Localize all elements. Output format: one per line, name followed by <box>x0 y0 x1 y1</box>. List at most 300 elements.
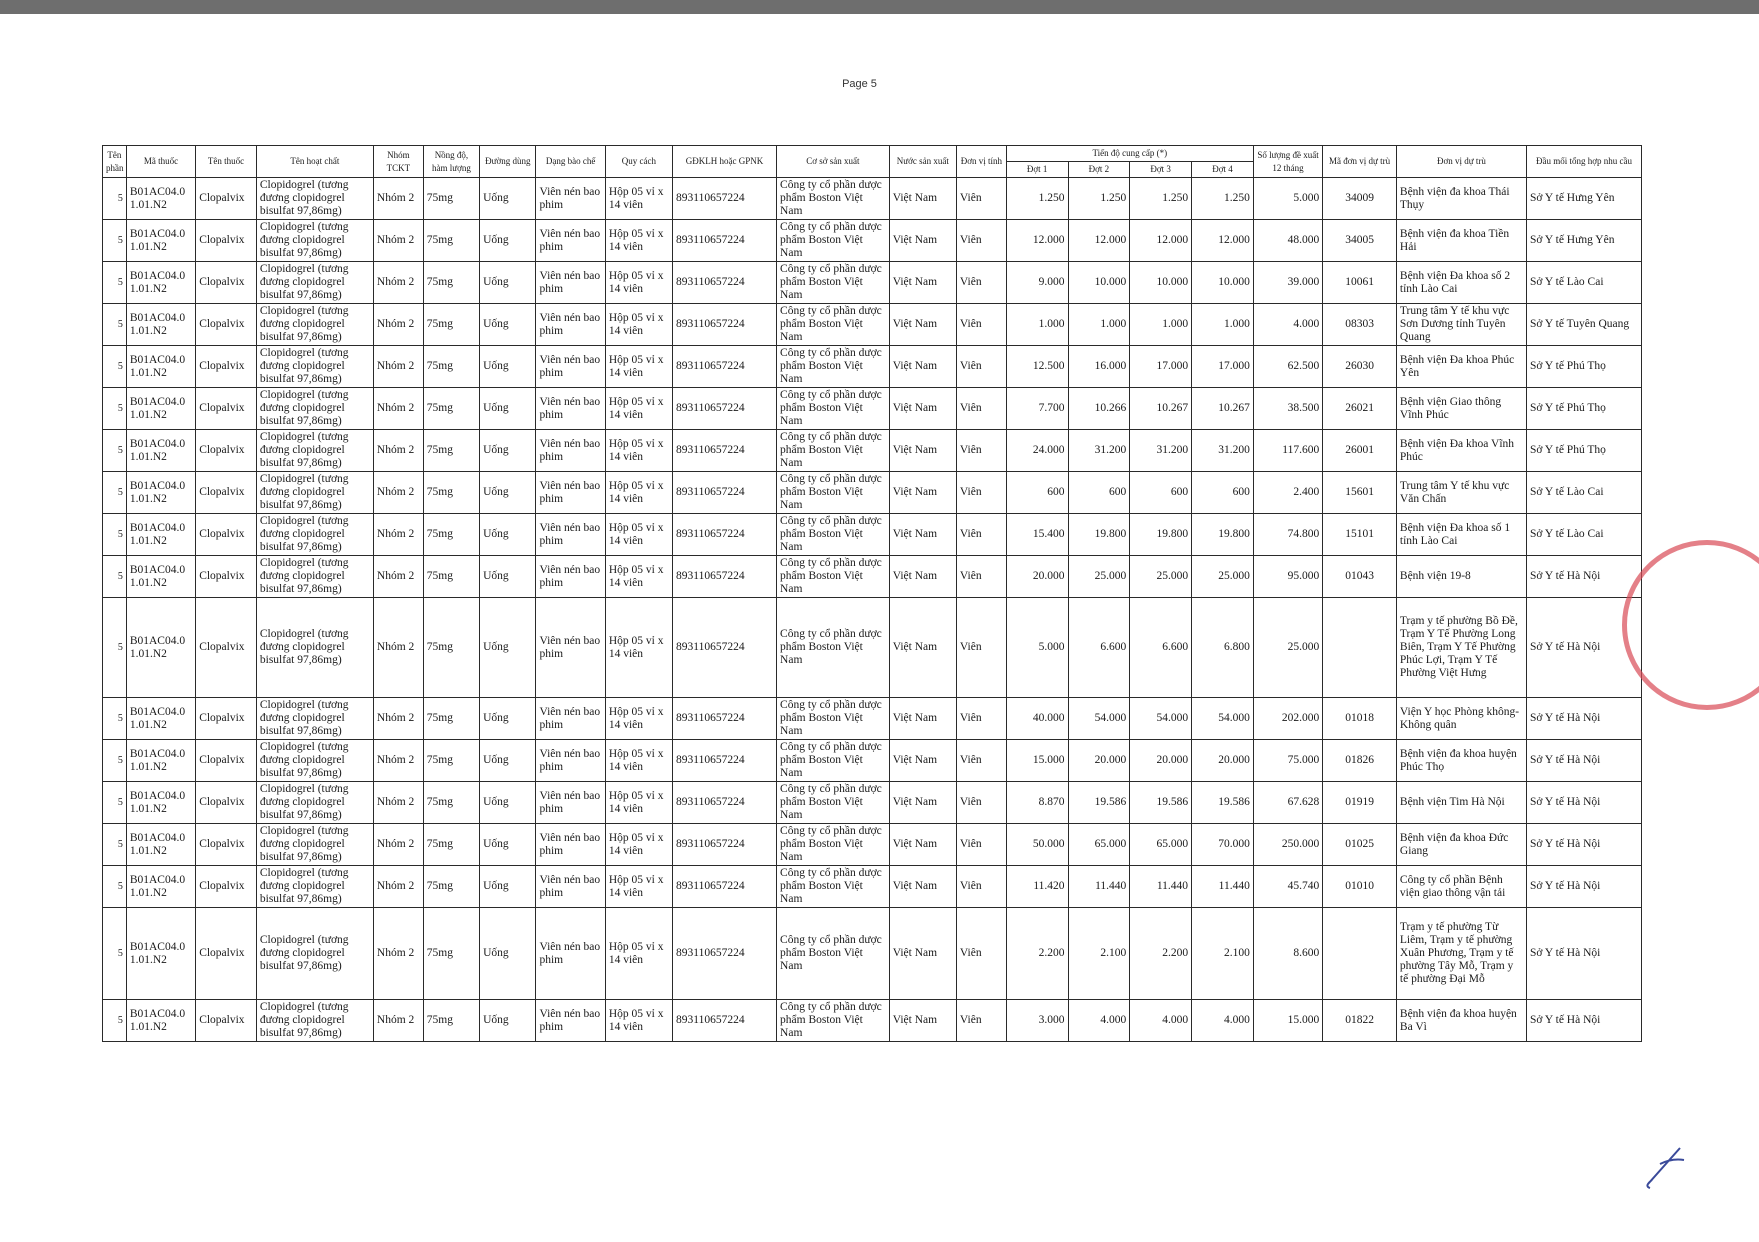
table-cell-group: Nhóm 2 <box>373 782 423 824</box>
table-cell-d4: 600 <box>1192 472 1254 514</box>
table-cell-d3: 17.000 <box>1130 346 1192 388</box>
table-cell-unit: Viên <box>956 782 1006 824</box>
table-cell-pack: Hộp 05 vỉ x 14 viên <box>605 740 672 782</box>
table-cell-reg: 893110657224 <box>673 388 777 430</box>
table-cell-unit: Viên <box>956 556 1006 598</box>
table-row <box>103 346 1642 388</box>
table-cell-form: Viên nén bao phim <box>536 598 605 698</box>
table-cell-reg: 893110657224 <box>673 514 777 556</box>
table-cell-code: B01AC04.0 1.01.N2 <box>126 556 195 598</box>
table-cell-group: Nhóm 2 <box>373 824 423 866</box>
table-cell-form: Viên nén bao phim <box>536 782 605 824</box>
table-cell-buyer: Bệnh viện đa khoa huyện Phúc Thọ <box>1396 740 1526 782</box>
table-cell-d4: 19.586 <box>1192 782 1254 824</box>
table-cell-form: Viên nén bao phim <box>536 262 605 304</box>
table-cell-name: Clopalvix <box>196 304 257 346</box>
table-cell-buyer: Bệnh viện 19-8 <box>1396 556 1526 598</box>
table-cell-name: Clopalvix <box>196 740 257 782</box>
table-cell-d3: 6.600 <box>1130 598 1192 698</box>
table-cell-d2: 12.000 <box>1068 220 1130 262</box>
table-cell-country: Việt Nam <box>889 430 956 472</box>
table-cell-form: Viên nén bao phim <box>536 1000 605 1042</box>
header-cell: Đầu mối tổng hợp nhu cầu <box>1526 146 1641 178</box>
table-cell-d2: 4.000 <box>1068 1000 1130 1042</box>
table-cell-buyer: Công ty cổ phần Bệnh viện giao thông vận tải <box>1396 866 1526 908</box>
table-cell-group: Nhóm 2 <box>373 388 423 430</box>
table-cell-maker: Công ty cổ phần dược phẩm Boston Việt Nam <box>777 1000 890 1042</box>
table-cell-route: Uống <box>480 698 536 740</box>
table-cell-d4: 1.250 <box>1192 178 1254 220</box>
table-cell-d3: 12.000 <box>1130 220 1192 262</box>
table-cell-name: Clopalvix <box>196 346 257 388</box>
table-cell-idx: 5 <box>103 740 127 782</box>
table-row <box>103 514 1642 556</box>
table-cell-country: Việt Nam <box>889 304 956 346</box>
table-cell-route: Uống <box>480 178 536 220</box>
table-cell-route: Uống <box>480 388 536 430</box>
table-cell-active: Clopidogrel (tương đương clopidogrel bisulfat 97,86mg) <box>256 220 373 262</box>
header-cell: Quy cách <box>605 146 672 178</box>
table-cell-d3: 31.200 <box>1130 430 1192 472</box>
table-cell-unit-code: 01826 <box>1323 740 1397 782</box>
table-cell-d2: 19.586 <box>1068 782 1130 824</box>
table-cell-group: Nhóm 2 <box>373 346 423 388</box>
header-cell: Mã thuốc <box>126 146 195 178</box>
table-cell-d3: 1.000 <box>1130 304 1192 346</box>
table-cell-name: Clopalvix <box>196 556 257 598</box>
table-cell-pack: Hộp 05 vỉ x 14 viên <box>605 178 672 220</box>
table-cell-country: Việt Nam <box>889 472 956 514</box>
table-cell-group: Nhóm 2 <box>373 430 423 472</box>
table-cell-route: Uống <box>480 740 536 782</box>
table-cell-group: Nhóm 2 <box>373 866 423 908</box>
table-cell-name: Clopalvix <box>196 908 257 1000</box>
table-row <box>103 866 1642 908</box>
table-row <box>103 824 1642 866</box>
table-cell-idx: 5 <box>103 388 127 430</box>
header-cell: Đợt 2 <box>1068 162 1130 178</box>
table-row <box>103 262 1642 304</box>
table-cell-d1: 8.870 <box>1006 782 1068 824</box>
table-cell-total: 15.000 <box>1253 1000 1322 1042</box>
table-cell-d1: 9.000 <box>1006 262 1068 304</box>
table-cell-total: 75.000 <box>1253 740 1322 782</box>
table-cell-buyer: Bệnh viện Đa khoa Vĩnh Phúc <box>1396 430 1526 472</box>
table-cell-maker: Công ty cổ phần dược phẩm Boston Việt Nam <box>777 304 890 346</box>
table-cell-name: Clopalvix <box>196 178 257 220</box>
table-cell-total: 8.600 <box>1253 908 1322 1000</box>
table-cell-route: Uống <box>480 1000 536 1042</box>
table-row <box>103 220 1642 262</box>
table-cell-group: Nhóm 2 <box>373 220 423 262</box>
table-cell-idx: 5 <box>103 178 127 220</box>
table-cell-pack: Hộp 05 vỉ x 14 viên <box>605 598 672 698</box>
table-cell-idx: 5 <box>103 472 127 514</box>
signature-initial <box>1638 1140 1698 1190</box>
table-cell-buyer: Bệnh viện đa khoa Tiền Hải <box>1396 220 1526 262</box>
table-cell-reg: 893110657224 <box>673 598 777 698</box>
table-cell-idx: 5 <box>103 1000 127 1042</box>
table-cell-route: Uống <box>480 220 536 262</box>
table-cell-form: Viên nén bao phim <box>536 220 605 262</box>
table-cell-hub: Sở Y tế Lào Cai <box>1526 514 1641 556</box>
table-cell-d4: 1.000 <box>1192 304 1254 346</box>
table-cell-name: Clopalvix <box>196 430 257 472</box>
table-cell-reg: 893110657224 <box>673 472 777 514</box>
table-cell-strength: 75mg <box>423 472 479 514</box>
table-cell-active: Clopidogrel (tương đương clopidogrel bisulfat 97,86mg) <box>256 430 373 472</box>
table-cell-d4: 10.267 <box>1192 388 1254 430</box>
table-cell-hub: Sở Y tế Hà Nội <box>1526 740 1641 782</box>
table-cell-route: Uống <box>480 304 536 346</box>
table-cell-total: 117.600 <box>1253 430 1322 472</box>
table-cell-d2: 1.250 <box>1068 178 1130 220</box>
header-cell: Cơ sở sản xuất <box>777 146 890 178</box>
table-cell-buyer: Bệnh viện Đa khoa số 1 tỉnh Lào Cai <box>1396 514 1526 556</box>
table-cell-country: Việt Nam <box>889 556 956 598</box>
table-row <box>103 908 1642 1000</box>
table-cell-strength: 75mg <box>423 866 479 908</box>
table-cell-pack: Hộp 05 vỉ x 14 viên <box>605 346 672 388</box>
table-cell-country: Việt Nam <box>889 388 956 430</box>
table-cell-strength: 75mg <box>423 908 479 1000</box>
table-cell-d2: 65.000 <box>1068 824 1130 866</box>
table-cell-maker: Công ty cổ phần dược phẩm Boston Việt Nam <box>777 514 890 556</box>
table-cell-name: Clopalvix <box>196 472 257 514</box>
table-cell-active: Clopidogrel (tương đương clopidogrel bisulfat 97,86mg) <box>256 908 373 1000</box>
table-cell-code: B01AC04.0 1.01.N2 <box>126 472 195 514</box>
table-cell-maker: Công ty cổ phần dược phẩm Boston Việt Nam <box>777 346 890 388</box>
table-cell-d1: 600 <box>1006 472 1068 514</box>
table-cell-d3: 2.200 <box>1130 908 1192 1000</box>
table-cell-pack: Hộp 05 vỉ x 14 viên <box>605 388 672 430</box>
table-cell-d1: 20.000 <box>1006 556 1068 598</box>
table-cell-name: Clopalvix <box>196 220 257 262</box>
table-cell-d1: 15.400 <box>1006 514 1068 556</box>
header-cell: Nồng độ, hàm lượng <box>423 146 479 178</box>
table-cell-d3: 54.000 <box>1130 698 1192 740</box>
scan-top-border <box>0 0 1759 14</box>
table-cell-name: Clopalvix <box>196 782 257 824</box>
table-cell-active: Clopidogrel (tương đương clopidogrel bisulfat 97,86mg) <box>256 782 373 824</box>
table-cell-total: 62.500 <box>1253 346 1322 388</box>
table-cell-unit: Viên <box>956 514 1006 556</box>
table-cell-unit: Viên <box>956 472 1006 514</box>
table-cell-strength: 75mg <box>423 598 479 698</box>
table-cell-form: Viên nén bao phim <box>536 556 605 598</box>
table-cell-d3: 10.267 <box>1130 388 1192 430</box>
table-cell-total: 5.000 <box>1253 178 1322 220</box>
table-row <box>103 178 1642 220</box>
header-cell: GĐKLH hoặc GPNK <box>673 146 777 178</box>
table-cell-maker: Công ty cổ phần dược phẩm Boston Việt Nam <box>777 556 890 598</box>
table-cell-d1: 50.000 <box>1006 824 1068 866</box>
table-cell-d3: 25.000 <box>1130 556 1192 598</box>
table-cell-unit-code: 08303 <box>1323 304 1397 346</box>
table-cell-buyer: Bệnh viện Đa khoa số 2 tỉnh Lào Cai <box>1396 262 1526 304</box>
table-cell-unit: Viên <box>956 388 1006 430</box>
table-cell-group: Nhóm 2 <box>373 178 423 220</box>
table-cell-name: Clopalvix <box>196 824 257 866</box>
table-cell-active: Clopidogrel (tương đương clopidogrel bisulfat 97,86mg) <box>256 304 373 346</box>
table-cell-reg: 893110657224 <box>673 556 777 598</box>
table-cell-d2: 11.440 <box>1068 866 1130 908</box>
table-cell-d3: 20.000 <box>1130 740 1192 782</box>
table-cell-maker: Công ty cổ phần dược phẩm Boston Việt Nam <box>777 866 890 908</box>
table-cell-code: B01AC04.0 1.01.N2 <box>126 782 195 824</box>
table-cell-d2: 600 <box>1068 472 1130 514</box>
red-seal-stamp <box>1622 540 1759 710</box>
table-cell-pack: Hộp 05 vỉ x 14 viên <box>605 908 672 1000</box>
table-cell-route: Uống <box>480 346 536 388</box>
table-cell-reg: 893110657224 <box>673 908 777 1000</box>
table-cell-d1: 40.000 <box>1006 698 1068 740</box>
table-row <box>103 782 1642 824</box>
table-cell-unit-code: 01822 <box>1323 1000 1397 1042</box>
table-cell-hub: Sở Y tế Phú Thọ <box>1526 388 1641 430</box>
table-cell-reg: 893110657224 <box>673 220 777 262</box>
table-cell-total: 39.000 <box>1253 262 1322 304</box>
table-cell-maker: Công ty cổ phần dược phẩm Boston Việt Nam <box>777 782 890 824</box>
table-cell-route: Uống <box>480 430 536 472</box>
table-cell-group: Nhóm 2 <box>373 698 423 740</box>
table-cell-buyer: Bệnh viện Đa khoa Phúc Yên <box>1396 346 1526 388</box>
table-cell-form: Viên nén bao phim <box>536 430 605 472</box>
table-cell-d4: 19.800 <box>1192 514 1254 556</box>
table-cell-pack: Hộp 05 vỉ x 14 viên <box>605 304 672 346</box>
table-cell-code: B01AC04.0 1.01.N2 <box>126 1000 195 1042</box>
table-cell-unit: Viên <box>956 824 1006 866</box>
table-cell-route: Uống <box>480 908 536 1000</box>
table-cell-active: Clopidogrel (tương đương clopidogrel bisulfat 97,86mg) <box>256 178 373 220</box>
header-cell: Đợt 3 <box>1130 162 1192 178</box>
table-cell-total: 67.628 <box>1253 782 1322 824</box>
table-cell-code: B01AC04.0 1.01.N2 <box>126 388 195 430</box>
table-cell-unit-code: 01043 <box>1323 556 1397 598</box>
table-cell-d1: 15.000 <box>1006 740 1068 782</box>
table-cell-unit: Viên <box>956 908 1006 1000</box>
table-cell-form: Viên nén bao phim <box>536 824 605 866</box>
table-cell-d4: 54.000 <box>1192 698 1254 740</box>
table-cell-buyer: Trạm y tế phường Từ Liêm, Trạm y tế phường Xuân Phương, Trạm y tế phường Tây Mỗ, Trạm y tế phường Đại Mỗ <box>1396 908 1526 1000</box>
table-cell-unit-code: 01010 <box>1323 866 1397 908</box>
table-cell-strength: 75mg <box>423 1000 479 1042</box>
table-cell-unit-code: 34009 <box>1323 178 1397 220</box>
table-cell-pack: Hộp 05 vỉ x 14 viên <box>605 430 672 472</box>
table-cell-d4: 11.440 <box>1192 866 1254 908</box>
table-cell-active: Clopidogrel (tương đương clopidogrel bisulfat 97,86mg) <box>256 472 373 514</box>
table-cell-pack: Hộp 05 vỉ x 14 viên <box>605 782 672 824</box>
table-cell-total: 74.800 <box>1253 514 1322 556</box>
table-cell-code: B01AC04.0 1.01.N2 <box>126 430 195 472</box>
table-cell-unit: Viên <box>956 598 1006 698</box>
table-cell-unit: Viên <box>956 430 1006 472</box>
table-cell-country: Việt Nam <box>889 178 956 220</box>
table-header-row <box>103 146 1642 162</box>
table-cell-pack: Hộp 05 vỉ x 14 viên <box>605 262 672 304</box>
table-cell-pack: Hộp 05 vỉ x 14 viên <box>605 556 672 598</box>
table-cell-country: Việt Nam <box>889 220 956 262</box>
table-cell-idx: 5 <box>103 304 127 346</box>
table-cell-active: Clopidogrel (tương đương clopidogrel bisulfat 97,86mg) <box>256 866 373 908</box>
table-cell-group: Nhóm 2 <box>373 262 423 304</box>
table-cell-d2: 54.000 <box>1068 698 1130 740</box>
table-cell-maker: Công ty cổ phần dược phẩm Boston Việt Nam <box>777 908 890 1000</box>
table-cell-reg: 893110657224 <box>673 346 777 388</box>
table-cell-strength: 75mg <box>423 388 479 430</box>
table-cell-idx: 5 <box>103 824 127 866</box>
table-cell-d2: 16.000 <box>1068 346 1130 388</box>
table-cell-total: 202.000 <box>1253 698 1322 740</box>
table-cell-strength: 75mg <box>423 178 479 220</box>
table-cell-idx: 5 <box>103 556 127 598</box>
table-cell-code: B01AC04.0 1.01.N2 <box>126 866 195 908</box>
table-cell-d2: 1.000 <box>1068 304 1130 346</box>
table-cell-form: Viên nén bao phim <box>536 388 605 430</box>
table-cell-reg: 893110657224 <box>673 304 777 346</box>
table-cell-unit-code: 01025 <box>1323 824 1397 866</box>
table-row <box>103 472 1642 514</box>
table-cell-route: Uống <box>480 598 536 698</box>
table-cell-route: Uống <box>480 472 536 514</box>
table-cell-d3: 10.000 <box>1130 262 1192 304</box>
table-cell-total: 38.500 <box>1253 388 1322 430</box>
header-cell: Mã đơn vị dự trù <box>1323 146 1397 178</box>
table-cell-active: Clopidogrel (tương đương clopidogrel bisulfat 97,86mg) <box>256 824 373 866</box>
table-row <box>103 1000 1642 1042</box>
table-cell-country: Việt Nam <box>889 698 956 740</box>
table-cell-name: Clopalvix <box>196 388 257 430</box>
table-cell-active: Clopidogrel (tương đương clopidogrel bisulfat 97,86mg) <box>256 698 373 740</box>
table-cell-unit: Viên <box>956 866 1006 908</box>
table-cell-unit-code: 26030 <box>1323 346 1397 388</box>
table-cell-reg: 893110657224 <box>673 698 777 740</box>
header-cell: Đường dùng <box>480 146 536 178</box>
table-cell-name: Clopalvix <box>196 698 257 740</box>
table-cell-idx: 5 <box>103 220 127 262</box>
table-cell-d3: 19.800 <box>1130 514 1192 556</box>
table-cell-name: Clopalvix <box>196 866 257 908</box>
table-cell-maker: Công ty cổ phần dược phẩm Boston Việt Nam <box>777 220 890 262</box>
table-cell-country: Việt Nam <box>889 346 956 388</box>
table-cell-d3: 600 <box>1130 472 1192 514</box>
table-cell-code: B01AC04.0 1.01.N2 <box>126 514 195 556</box>
table-cell-reg: 893110657224 <box>673 430 777 472</box>
table-cell-strength: 75mg <box>423 514 479 556</box>
table-cell-active: Clopidogrel (tương đương clopidogrel bisulfat 97,86mg) <box>256 262 373 304</box>
page-label: Page 5 <box>842 78 877 90</box>
table-cell-maker: Công ty cổ phần dược phẩm Boston Việt Nam <box>777 178 890 220</box>
table-cell-country: Việt Nam <box>889 908 956 1000</box>
table-cell-strength: 75mg <box>423 220 479 262</box>
table-cell-maker: Công ty cổ phần dược phẩm Boston Việt Nam <box>777 262 890 304</box>
table-cell-maker: Công ty cổ phần dược phẩm Boston Việt Nam <box>777 430 890 472</box>
table-cell-active: Clopidogrel (tương đương clopidogrel bisulfat 97,86mg) <box>256 556 373 598</box>
table-cell-hub: Sở Y tế Hưng Yên <box>1526 178 1641 220</box>
table-cell-d4: 6.800 <box>1192 598 1254 698</box>
table-cell-code: B01AC04.0 1.01.N2 <box>126 740 195 782</box>
table-cell-route: Uống <box>480 514 536 556</box>
table-cell-total: 25.000 <box>1253 598 1322 698</box>
table-cell-reg: 893110657224 <box>673 740 777 782</box>
table-cell-total: 48.000 <box>1253 220 1322 262</box>
table-cell-idx: 5 <box>103 346 127 388</box>
table-cell-unit: Viên <box>956 262 1006 304</box>
table-cell-d2: 25.000 <box>1068 556 1130 598</box>
table-cell-form: Viên nén bao phim <box>536 514 605 556</box>
table-cell-d3: 65.000 <box>1130 824 1192 866</box>
table-cell-strength: 75mg <box>423 346 479 388</box>
table-cell-unit-code: 01919 <box>1323 782 1397 824</box>
table-cell-group: Nhóm 2 <box>373 740 423 782</box>
header-cell: Tên thuốc <box>196 146 257 178</box>
table-cell-pack: Hộp 05 vỉ x 14 viên <box>605 824 672 866</box>
table-cell-total: 45.740 <box>1253 866 1322 908</box>
table-cell-d1: 11.420 <box>1006 866 1068 908</box>
table-cell-unit-code: 34005 <box>1323 220 1397 262</box>
table-cell-pack: Hộp 05 vỉ x 14 viên <box>605 866 672 908</box>
table-cell-group: Nhóm 2 <box>373 598 423 698</box>
table-cell-reg: 893110657224 <box>673 782 777 824</box>
header-cell: Tiến độ cung cấp (*) <box>1006 146 1253 162</box>
table-cell-group: Nhóm 2 <box>373 1000 423 1042</box>
table-cell-strength: 75mg <box>423 556 479 598</box>
table-cell-code: B01AC04.0 1.01.N2 <box>126 698 195 740</box>
table-cell-hub: Sở Y tế Lào Cai <box>1526 472 1641 514</box>
table-cell-country: Việt Nam <box>889 782 956 824</box>
table-cell-total: 250.000 <box>1253 824 1322 866</box>
table-cell-unit: Viên <box>956 178 1006 220</box>
table-row <box>103 430 1642 472</box>
table-cell-active: Clopidogrel (tương đương clopidogrel bisulfat 97,86mg) <box>256 598 373 698</box>
table-cell-d4: 20.000 <box>1192 740 1254 782</box>
table-cell-form: Viên nén bao phim <box>536 698 605 740</box>
table-cell-hub: Sở Y tế Hà Nội <box>1526 782 1641 824</box>
header-cell: Dạng bào chế <box>536 146 605 178</box>
table-cell-unit: Viên <box>956 698 1006 740</box>
table-cell-unit-code: 01018 <box>1323 698 1397 740</box>
table-cell-code: B01AC04.0 1.01.N2 <box>126 824 195 866</box>
table-cell-idx: 5 <box>103 782 127 824</box>
table-cell-buyer: Trạm y tế phường Bồ Đề, Trạm Y Tế Phường Long Biên, Trạm Y Tế Phường Phúc Lợi, Trạm Y Tế Phường Việt Hưng <box>1396 598 1526 698</box>
table-cell-pack: Hộp 05 vỉ x 14 viên <box>605 220 672 262</box>
table-cell-d3: 11.440 <box>1130 866 1192 908</box>
table-cell-group: Nhóm 2 <box>373 908 423 1000</box>
table-cell-strength: 75mg <box>423 430 479 472</box>
table-cell-d4: 4.000 <box>1192 1000 1254 1042</box>
table-cell-hub: Sở Y tế Hà Nội <box>1526 866 1641 908</box>
table-cell-hub: Sở Y tế Hà Nội <box>1526 598 1641 698</box>
table-cell-strength: 75mg <box>423 824 479 866</box>
table-cell-total: 2.400 <box>1253 472 1322 514</box>
table-row <box>103 598 1642 698</box>
table-cell-buyer: Bệnh viện Giao thông Vĩnh Phúc <box>1396 388 1526 430</box>
table-cell-idx: 5 <box>103 908 127 1000</box>
header-cell: Đợt 1 <box>1006 162 1068 178</box>
table-cell-country: Việt Nam <box>889 598 956 698</box>
table-cell-country: Việt Nam <box>889 514 956 556</box>
table-cell-d3: 1.250 <box>1130 178 1192 220</box>
table-cell-country: Việt Nam <box>889 866 956 908</box>
table-cell-group: Nhóm 2 <box>373 556 423 598</box>
table-cell-idx: 5 <box>103 430 127 472</box>
table-cell-unit-code: 15601 <box>1323 472 1397 514</box>
table-row <box>103 698 1642 740</box>
table-cell-d1: 7.700 <box>1006 388 1068 430</box>
table-cell-form: Viên nén bao phim <box>536 908 605 1000</box>
table-cell-form: Viên nén bao phim <box>536 178 605 220</box>
table-row <box>103 740 1642 782</box>
